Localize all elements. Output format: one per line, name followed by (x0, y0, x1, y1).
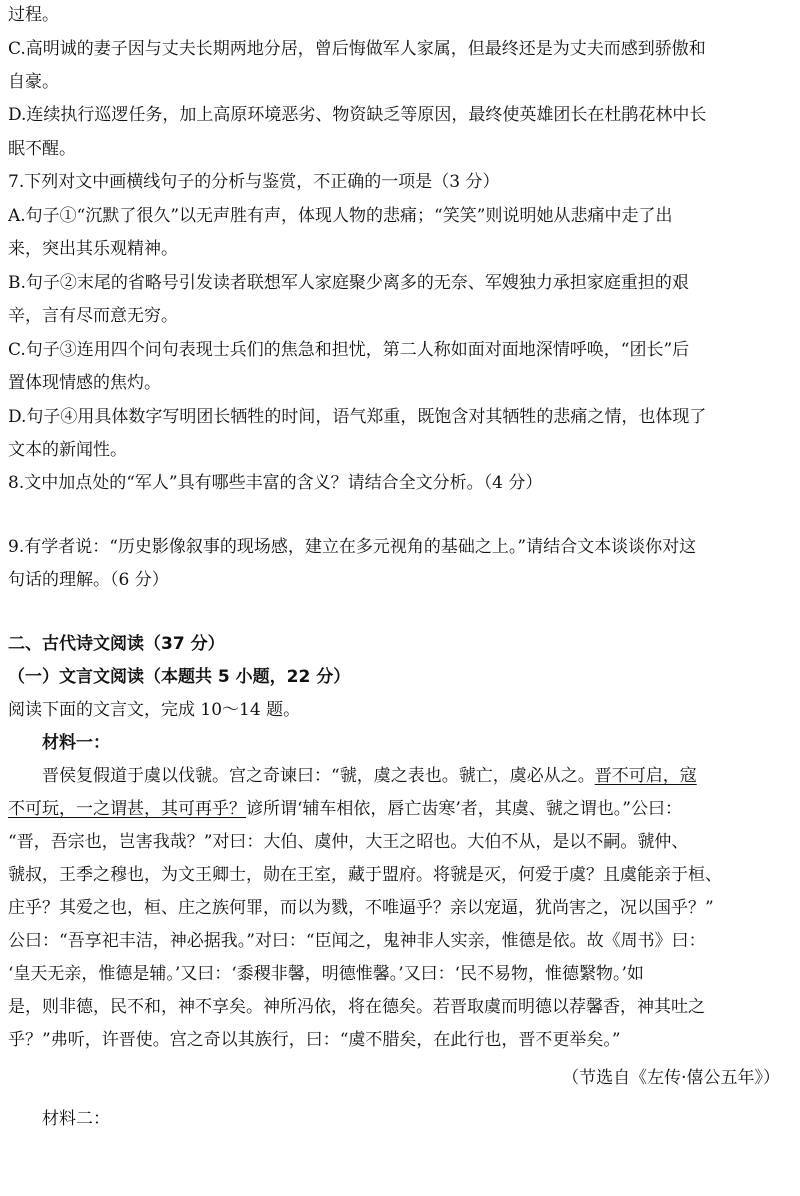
material-2-heading: 材料二： (42, 1109, 110, 1129)
option-b-text: B.句子②末尾的省略号引发读者联想军人家庭聚少离多的无奈、军嫂独力承担家庭重担的艰 (8, 273, 689, 293)
passage-text: 谚所谓‘辅车相依，唇亡齿寒’者，其虞、虢之谓也。”公曰： (246, 799, 682, 819)
option-d-text: D.连续执行巡逻任务，加上高原环境恶劣、物资缺乏等原因，最终使英雄团长在杜鹃花林中长 (8, 105, 707, 125)
passage-line: 虢叔，王季之穆也，为文王卿士，勋在王室，藏于盟府。将虢是灭，何爱于虞？且虞能亲于桓、 (8, 865, 722, 885)
instruction: 阅读下面的文言文，完成 10～14 题。 (8, 700, 301, 720)
text-line: 辛，言有尽而意无穷。 (8, 306, 178, 326)
underlined-sentence: 不可玩，一之谓甚，其可再乎？ (8, 799, 246, 819)
question-7: 7.下列对文中画横线句子的分析与鉴赏，不正确的一项是（3 分） (8, 172, 500, 192)
section-title: 二、古代诗文阅读（37 分） (8, 634, 225, 654)
underlined-sentence: 晋不可启，寇 (594, 766, 697, 786)
passage-line: 是，则非德，民不和，神不享矣。神所冯依，将在德矣。若晋取虞而明德以荐馨香，神其吐之 (8, 997, 705, 1017)
option-c-text: C.高明诚的妻子因与丈夫长期两地分居，曾后悔做军人家属，但最终还是为丈夫而感到骄傲和 (8, 39, 706, 59)
question-8: 8.文中加点处的“军人”具有哪些丰富的含义？请结合全文分析。（4 分） (8, 473, 543, 493)
text-line: 眠不醒。 (8, 139, 76, 159)
subsection-title: （一）文言文阅读（本题共 5 小题，22 分） (8, 667, 351, 687)
passage-source: （节选自《左传·僖公五年》） (562, 1068, 780, 1088)
text-line: 文本的新闻性。 (8, 440, 127, 460)
passage-line: ‘皇天无亲，惟德是辅。’又曰：‘黍稷非馨，明德惟馨。’又曰：‘民不易物，惟德繄物。’如 (8, 964, 644, 984)
passage-line (8, 798, 786, 820)
option-d-text: D.句子④用具体数字写明团长牺牲的时间，语气郑重，既饱含对其牺牲的悲痛之情，也体现了 (8, 407, 707, 427)
passage-line: 公曰：“吾享祀丰洁，神必据我。”对曰：“臣闻之，鬼神非人实亲，惟德是依。故《周书》曰： (8, 931, 706, 951)
text-line: 置体现情感的焦灼。 (8, 373, 161, 393)
passage-line: 乎？”弗听，许晋使。宫之奇以其族行，曰：“虞不腊矣，在此行也，晋不更举矣。” (8, 1030, 621, 1050)
option-a-text: A.句子①“沉默了很久”以无声胜有声，体现人物的悲痛；“笑笑”则说明她从悲痛中走了出 (8, 206, 673, 226)
text-line: 来，突出其乐观精神。 (8, 239, 178, 259)
passage-line: “晋，吾宗也，岂害我哉？”对曰：大伯、虞仲，大王之昭也。大伯不从，是以不嗣。虢仲、 (8, 832, 689, 852)
material-1-heading: 材料一： (42, 733, 110, 753)
option-c-text: C.句子③连用四个问句表现士兵们的焦急和担忧，第二人称如面对面地深情呼唤，“团长”后 (8, 340, 690, 360)
passage-line: 庄乎？其爱之也，桓、庄之族何罪，而以为戮，不唯逼乎？亲以宠逼，犹尚害之，况以国乎？” (8, 898, 714, 918)
text-line: 自豪。 (8, 72, 59, 92)
text-line: 过程。 (8, 5, 59, 25)
question-9: 9.有学者说：“历史影像叙事的现场感，建立在多元视角的基础之上。”请结合文本谈谈你对这 (8, 537, 697, 557)
text-line: 句话的理解。（6 分） (8, 570, 169, 590)
passage-line (42, 765, 786, 787)
passage-text: 晋侯复假道于虞以伐虢。宫之奇谏曰：“虢，虞之表也。虢亡，虞必从之。 (42, 766, 595, 786)
